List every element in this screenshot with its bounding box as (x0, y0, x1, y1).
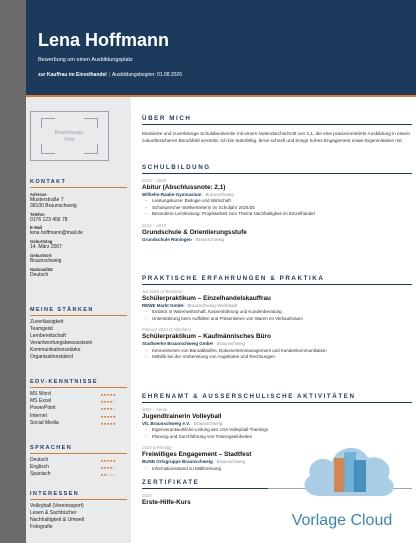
level-dot: ● (109, 421, 113, 427)
photo-label: Bewerbungs- Foto (54, 130, 85, 143)
interests-title: INTERESSEN (30, 491, 80, 497)
level-dot: ● (109, 391, 113, 397)
level-dot: ● (103, 421, 107, 427)
skill-name: MS Word (30, 390, 51, 397)
org-separator: · (201, 191, 206, 197)
meta-separator: | (108, 72, 110, 78)
photo-corner (84, 144, 98, 154)
interest-item: Lesen & Sachbücher (30, 509, 77, 516)
contact-label: E-Mail (30, 225, 43, 231)
entry-title: Schülerpraktikum – Kaufmännisches Büro (142, 333, 271, 341)
watermark (268, 432, 416, 543)
skill-name: Englisch (30, 464, 49, 470)
level-dot: ● (112, 465, 116, 470)
level-dot: ● (103, 406, 107, 412)
organization-location: Braunschweig (194, 420, 223, 426)
languages-list (30, 457, 127, 479)
organization-name: Wilhelm-Raabe-Gymnasium (142, 191, 202, 197)
cv-entry (142, 327, 412, 361)
level-dot: ● (100, 406, 104, 412)
entry-title: Grundschule & Orientierungsstufe (142, 228, 247, 236)
entry-bullet: – Planung und Durchführung von Trainingseinheiten (142, 434, 412, 441)
entry-date: 2024 (142, 492, 152, 498)
interest-item: Fotografie (30, 523, 53, 530)
level-dot: ● (112, 391, 116, 397)
photo-corner (84, 118, 98, 128)
level-dot: ● (106, 421, 110, 427)
internships-title: PRAKTISCHE ERFAHRUNGEN & PRAKTIKA (142, 275, 325, 282)
org-separator: · (212, 341, 217, 347)
entry-bullet: – Mithilfe bei der Vorbereitung von Angeboten und Rechnungen (142, 354, 412, 361)
organization-location: Braunschweig (205, 191, 234, 197)
application-subtitle: Bewerbung um einen Ausbildungsplatz (38, 57, 133, 63)
organization-location: Braunschweig (216, 341, 246, 347)
level-dot: ● (103, 472, 107, 478)
interests-list (30, 503, 127, 531)
photo-corner (41, 118, 55, 128)
skill-level-dots (101, 413, 116, 420)
level-dot: ● (109, 413, 113, 419)
level-dot: ● (112, 472, 116, 478)
entry-bullet: – Besondere Lernleistung: Projektarbeit zum Thema Nachhaltigkeit im Einzelhandel (142, 211, 412, 218)
application-meta (38, 72, 182, 78)
skill-level-dots (101, 391, 116, 398)
about-title: ÜBER MICH (142, 115, 192, 122)
level-dot: ● (106, 391, 110, 397)
about-section (142, 115, 412, 144)
section-divider (142, 402, 412, 403)
it-skill-row (30, 405, 116, 412)
sidebar (26, 97, 131, 543)
strengths-section (30, 307, 127, 361)
org-separator: · (212, 459, 217, 465)
education-section (142, 164, 412, 248)
level-dot: ● (109, 465, 113, 470)
certificates-title: ZERTIFIKATE (142, 479, 200, 486)
internships-list (142, 289, 412, 361)
it-skill-row (30, 398, 116, 405)
contact-section (30, 179, 127, 281)
level-dot: ● (106, 413, 110, 419)
level-dot: ● (112, 413, 116, 419)
contact-label: Geburtstag (30, 239, 53, 245)
organization-location: Braunschweig-Weststadt (187, 302, 238, 308)
section-divider (142, 173, 412, 174)
contact-label: Adresse (30, 191, 47, 197)
level-dot: ● (100, 421, 104, 427)
language-row (30, 471, 116, 478)
contact-value: Deutsch (30, 271, 49, 278)
volunteering-title: EHRENAMT & AUSSERSCHULISCHE AKTIVITÄTEN (142, 393, 356, 400)
level-dot: ● (109, 457, 113, 463)
skill-level-dots (101, 464, 116, 471)
contact-title: KONTAKT (30, 179, 67, 185)
strength-item: Organisationstalent (30, 353, 74, 360)
entry-bullet: – Kennenlernen von Büroabläufen, Dokumentenmanagement und Kundenkommunikation (142, 348, 412, 355)
education-list (142, 178, 412, 244)
skill-name: Deutsch (30, 456, 49, 463)
skill-level-dots (101, 420, 116, 427)
entry-date: Juli 2025 (3 Wochen) (142, 288, 183, 294)
language-row (30, 464, 116, 471)
level-dot: ● (106, 399, 110, 404)
entry-title: Jugendtrainerin Volleyball (142, 412, 222, 420)
org-separator: · (183, 302, 188, 308)
level-dot: ● (100, 465, 104, 470)
internships-section (142, 275, 412, 366)
strengths-title: MEINE STÄRKEN (30, 307, 94, 313)
entry-bullet: – Eigenverantwortliche Leitung des U14-Volleyball-Trainings (142, 427, 412, 434)
strength-item: Verantwortungsbewusstsein (30, 339, 93, 346)
contact-value: lena.hoffmann@mail.de (30, 230, 83, 237)
entry-title: Schülerpraktikum – Einzelhandelskauffrau (142, 294, 271, 302)
entry-bullet: – Schulsprecher-Stellvertreterin im Schuljahr 2024/25 (142, 205, 412, 212)
applicant-name: Lena Hoffmann (38, 30, 170, 50)
org-separator: · (191, 236, 196, 242)
skill-name: MS Excel (30, 398, 52, 404)
language-row (30, 457, 116, 464)
level-dot: ● (100, 391, 104, 397)
organization-location: Braunschweig (216, 459, 246, 465)
contact-label: Geburtsort (30, 252, 52, 258)
skill-level-dots (101, 457, 116, 464)
level-dot: ● (109, 406, 113, 412)
org-separator: · (190, 420, 195, 426)
strength-item: Lernbereitschaft (30, 332, 66, 339)
education-title: SCHULBILDUNG (142, 164, 211, 171)
contact-label: Telefon (30, 211, 45, 217)
level-dot: ● (100, 399, 104, 404)
level-dot: ● (103, 457, 107, 463)
it-skills-list (30, 391, 127, 428)
it-skill-row (30, 413, 116, 420)
level-dot: ● (103, 413, 107, 419)
it-skill-row (30, 420, 116, 427)
cv-entry (142, 223, 412, 244)
strength-item: Teamgeist (30, 325, 53, 332)
strength-item: Zuverlässigkeit (30, 318, 64, 325)
level-dot: ● (100, 413, 104, 419)
cv-entry (142, 289, 412, 323)
cv-entry (142, 178, 412, 218)
entry-date: 2013 – 2026 (142, 177, 166, 183)
it-skills-section (30, 379, 127, 428)
level-dot: ● (103, 391, 107, 397)
organization-name: Grundschule Rüningen (142, 236, 192, 242)
entry-title: Freiwilliges Engagement – Stadtfest (142, 451, 252, 459)
contact-value: 14. März 2007 (30, 244, 62, 251)
target-position: zur Kauffrau im Einzelhandel (38, 72, 107, 78)
interest-item: Volleyball (Vereinssport) (30, 502, 84, 509)
about-text: Motivierte und zuverlässige Schulabsolventin mit einem Notendurchschnitt von 2,1, die eine praxisorientierte Ausbildung in einem zukunftssicheren Berufsfeld anstrebt. Ich bin teamfähig, lerne schnell und bringe hohes Engagement sowie Eigeninitiative mit. (142, 130, 410, 143)
level-dot: ● (106, 406, 110, 412)
entry-bullet: – Einblick in Warenwirtschaft, Kassenführung und Kundenberatung (142, 309, 412, 316)
resume-header (26, 0, 416, 95)
level-dot: ● (106, 465, 110, 470)
entry-title: Erste-Hilfe-Kurs (142, 498, 191, 506)
level-dot: ● (112, 406, 116, 412)
section-divider (30, 453, 127, 454)
entry-date: 2022 – heute (142, 406, 168, 412)
level-dot: ● (109, 399, 113, 404)
level-dot: ● (103, 465, 107, 470)
cloud-logo-icon (298, 436, 398, 500)
skill-level-dots (101, 471, 116, 478)
section-divider (142, 284, 412, 285)
contact-label: Nationalität (30, 266, 53, 272)
skill-name: Internet (30, 412, 47, 419)
organization-name: VfL Braunschweig e.V. (142, 420, 191, 426)
languages-title: SPRACHEN (30, 445, 73, 451)
skill-level-dots (101, 405, 116, 412)
photo-placeholder (30, 111, 109, 161)
skill-name: Spanisch (30, 471, 51, 478)
skill-name: Social Media (30, 420, 59, 427)
level-dot: ● (106, 472, 110, 478)
level-dot: ● (112, 399, 116, 404)
photo-corner (41, 144, 55, 154)
contact-list (30, 192, 127, 278)
entry-date: 2013 – 2019 (142, 222, 166, 228)
contact-value: Musterstraße 7 38100 Braunschweig (30, 196, 77, 209)
entry-bullet: – Informationsstand zu Mülltrennung (142, 466, 412, 473)
entry-organization (142, 237, 412, 244)
level-dot: ● (106, 457, 110, 463)
contact-value: 0176 123 456 78 (30, 216, 68, 223)
interest-item: Nachhaltigkeit & Umwelt (30, 516, 85, 523)
level-dot: ● (112, 457, 116, 463)
entry-bullet: – Unterstützung beim Auffüllen und Präsentieren von Waren im Verkaufsraum (142, 316, 412, 323)
level-dot: ● (112, 421, 116, 427)
level-dot: ● (109, 472, 113, 478)
languages-section (30, 445, 127, 479)
organization-location: Braunschweig (195, 236, 225, 242)
watermark-brand: Vorlage Cloud (291, 512, 393, 529)
section-divider (30, 387, 127, 388)
start-date: Ausbildungsbeginn: 01.08.2026 (111, 72, 182, 78)
organization-name: REWE Markt GmbH (142, 302, 184, 308)
it-skills-title: EDV-KENNTNISSE (30, 379, 98, 385)
section-divider (142, 124, 412, 125)
organization-name: BUND Ortsgruppe Braunschweig (142, 459, 213, 465)
interests-section (30, 491, 127, 531)
organization-name: Stadtwerke Braunschweig GmbH (142, 341, 213, 347)
entry-date: Februar 2024 (2 Wochen) (142, 327, 192, 333)
it-skill-row (30, 391, 116, 398)
entry-bullet: – Leistungskurse: Biologie und Wirtschaft (142, 198, 412, 205)
entry-date: 2023 (einmalig) (142, 445, 172, 451)
section-divider (30, 187, 127, 188)
contact-value: Braunschweig (30, 257, 62, 264)
strength-item: Kommunikationsstärke (30, 346, 81, 353)
level-dot: ● (100, 457, 104, 463)
strengths-list (30, 319, 127, 361)
skill-level-dots (101, 398, 116, 405)
entry-title: Abitur (Abschlussnote: 2,1) (142, 183, 226, 191)
level-dot: ● (100, 472, 104, 478)
skill-name: PowerPoint (30, 405, 56, 412)
level-dot: ● (103, 399, 107, 404)
section-divider (30, 499, 127, 500)
section-divider (30, 315, 127, 316)
